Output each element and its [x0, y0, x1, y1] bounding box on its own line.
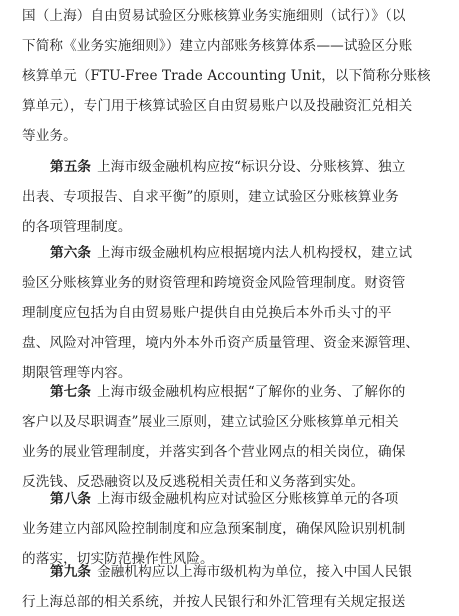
text-line: 出表、专项报告、自求平衡”的原则，建立试验区分账核算业务 [22, 189, 399, 205]
article-5 [0, 152, 459, 242]
text-line: 等业务。 [22, 128, 77, 144]
text-line: 盘、风险对冲管理，境内外本外币资产质量管理、资金来源管理、 [22, 335, 420, 351]
text-line: 核算单元（FTU-Free Trade Accounting Unit，以下简称分账核 [22, 68, 431, 84]
text-line: 国（上海）自由贸易试验区分账核算业务实施细则（试行）》（以 [22, 8, 406, 24]
article-text: 上海市级金融机构应根据“了解你的业务、了解你的 [97, 384, 406, 400]
text-line: 验区分账核算业务的财资管理和跨境资金风险管理制度。财资管 [22, 275, 406, 291]
text-line: 期限管理等内容。 [22, 365, 132, 381]
paragraph-continuation [0, 1, 459, 151]
text-line: 客户以及尽职调查”展业三原则，建立试验区分账核算单元相关 [22, 414, 399, 430]
article-9 [0, 557, 459, 616]
article-6 [0, 238, 459, 388]
text-line: 业务的展业管理制度，并落实到各个营业网点的相关岗位，确保 [22, 444, 406, 460]
text-line [0, 152, 459, 182]
text-line: 反洗钱、反恐融资以及反逃税相关责任和义务落到实处。 [22, 474, 365, 490]
text-line [0, 377, 459, 407]
article-text: 上海市级金融机构应根据境内法人机构授权，建立试 [97, 245, 413, 261]
text-line: 业务建立内部风险控制制度和应急预案制度，确保风险识别机制 [22, 521, 406, 537]
article-heading: 第八条 [50, 491, 92, 507]
text-line: 下简称《业务实施细则》）建立内部账务核算体系——试验区分账 [22, 38, 413, 54]
article-heading: 第九条 [50, 564, 92, 580]
article-heading: 第五条 [50, 159, 92, 175]
text-line [0, 557, 459, 587]
article-heading: 第七条 [50, 384, 92, 400]
article-text: 金融机构应以上海市级机构为单位，接入中国人民银 [97, 564, 413, 580]
text-line [0, 238, 459, 268]
text-line: 算单元），专门用于核算试验区自由贸易账户以及投融资汇兑相关 [22, 98, 413, 114]
text-line: 理制度应包括为自由贸易账户提供自由兑换后本外币头寸的平 [22, 305, 392, 321]
text-line: 行上海总部的相关系统，并按人民银行和外汇管理有关规定报送 [22, 594, 406, 610]
text-line: 的各项管理制度。 [22, 219, 132, 235]
article-7 [0, 377, 459, 497]
article-text: 上海市级金融机构应对试验区分账核算单元的各项 [97, 491, 399, 507]
text-line [0, 484, 459, 514]
article-text: 上海市级金融机构应按“标识分设、分账核算、独立 [97, 159, 406, 175]
article-heading: 第六条 [50, 245, 92, 261]
text-line: 的落实，切实防范操作性风险。 [22, 551, 214, 567]
